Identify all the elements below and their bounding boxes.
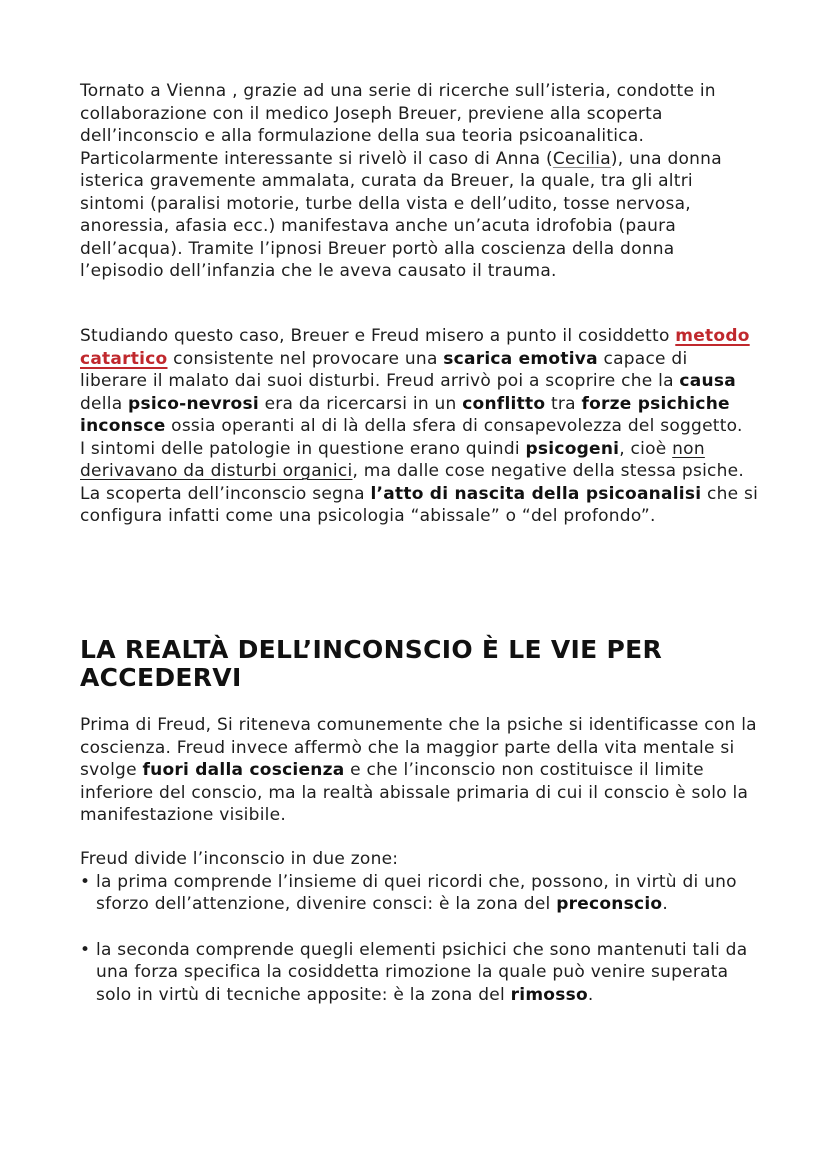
text-span: consistente nel provocare una <box>167 348 444 369</box>
bold-term: psicogeni <box>525 438 620 459</box>
heading-line: ACCEDERVI <box>80 663 242 692</box>
bold-term: psico-nevrosi <box>128 393 259 414</box>
heading-title <box>80 636 760 692</box>
text-span: . <box>587 984 594 1005</box>
bold-term: rimosso <box>510 984 588 1005</box>
paragraph-prima-di-freud <box>80 714 760 827</box>
cecilia-word: Cecilia <box>552 148 611 169</box>
text-span: la prima comprende l’insieme di quei ricordi che, possono, in virtù di uno sforzo dell’attenzione, divenire consci: è la zona del <box>96 871 737 914</box>
text-prima <box>80 714 760 827</box>
bold-term: causa <box>679 371 736 391</box>
bold-term: scarica emotiva <box>443 348 598 369</box>
text-span: , ma dalle cose negative della stessa psiche. <box>352 461 745 481</box>
text-span: e che l’inconscio non costituisce il limite inferiore del conscio, ma la realtà abissale primaria di cui il conscio è solo la manifestazione visibile. <box>80 760 749 825</box>
text-span: della <box>80 393 129 414</box>
underlined-phrase: non derivavano da disturbi organici <box>80 438 705 481</box>
text-span: Studiando questo caso, Breuer e Freud misero a punto il cosiddetto <box>80 326 676 346</box>
bold-term: forze psichiche inconsce <box>80 393 730 436</box>
heading-line: LA REALTÀ DELL’INCONSCIO È LE VIE PER <box>80 635 663 664</box>
text-span: tra <box>545 393 582 414</box>
text-span: ), una donna isterica gravemente ammalata, curata da Breuer, la quale, tra gli altri sintomi (paralisi motorie, turbe della vista e dell’udito, tosse nervosa, anoressia, afasia ecc.) manifestava anche un’acuta idrofobia (paura dell’acqua). Tramite l’ipnosi Breuer portò alla coscienza della donna l’episodio dell’infanzia che le aveva causato il trauma. <box>80 148 722 281</box>
paragraph-metodo-catartico <box>80 325 760 528</box>
text-span: . <box>662 894 668 914</box>
list-item-preconscio <box>80 871 760 916</box>
text-span: I sintomi delle patologie in questione erano quindi <box>80 438 526 459</box>
text-span: , cioè <box>619 438 673 459</box>
text-span: La scoperta dell’inconscio segna <box>80 483 371 504</box>
bold-term: preconscio <box>556 894 663 914</box>
text-metodo <box>80 325 760 528</box>
text-span: era da ricercarsi in un <box>258 393 463 414</box>
text-span: la seconda comprende quegli elementi psichici che sono mantenuti tali da una forza specifica la cosiddetta rimozione la quale può venire superata solo in virtù di tecniche apposite: è la zona del <box>96 939 748 1005</box>
list-item-rimosso <box>80 939 760 1007</box>
zone-list <box>80 871 760 1007</box>
bold-term: conflitto <box>462 393 546 414</box>
bullet-icon: • <box>80 939 91 960</box>
text-vienna <box>80 80 760 283</box>
bold-term: l’atto di nascita della psicoanalisi <box>370 483 702 504</box>
text-span: Prima di Freud, Si riteneva comunemente che la psiche si identificasse con la coscienza. Freud invece affermò che la maggior parte della vita mentale si svolge <box>80 715 757 780</box>
bullet-icon: • <box>80 871 91 892</box>
text-span: che si configura infatti come una psicologia “abissale” o “del profondo”. <box>80 483 759 526</box>
text-span: Particolarmente interessante si rivelò il caso di Anna ( <box>80 148 553 169</box>
paragraph-zone <box>80 848 760 1006</box>
text-span: capace di liberare il malato dai suoi disturbi. Freud arrivò poi a scoprire che la <box>80 348 688 391</box>
paragraph-vienna <box>80 80 760 283</box>
metodo-catartico-term: metodo catartico <box>80 326 750 369</box>
text-span: Tornato a Vienna , grazie ad una serie di ricerche sull’isteria, condotte in collaborazione con il medico Joseph Breuer, previene alla scoperta dell’inconscio e alla formulazione della sua teoria psicoanalitica. <box>80 81 716 146</box>
text-span: ossia operanti al di là della sfera di consapevolezza del soggetto. <box>165 416 743 436</box>
section-heading <box>80 636 760 692</box>
zone-intro: Freud divide l’inconscio in due zone: <box>80 849 399 869</box>
bold-term: fuori dalla coscienza <box>142 760 345 780</box>
